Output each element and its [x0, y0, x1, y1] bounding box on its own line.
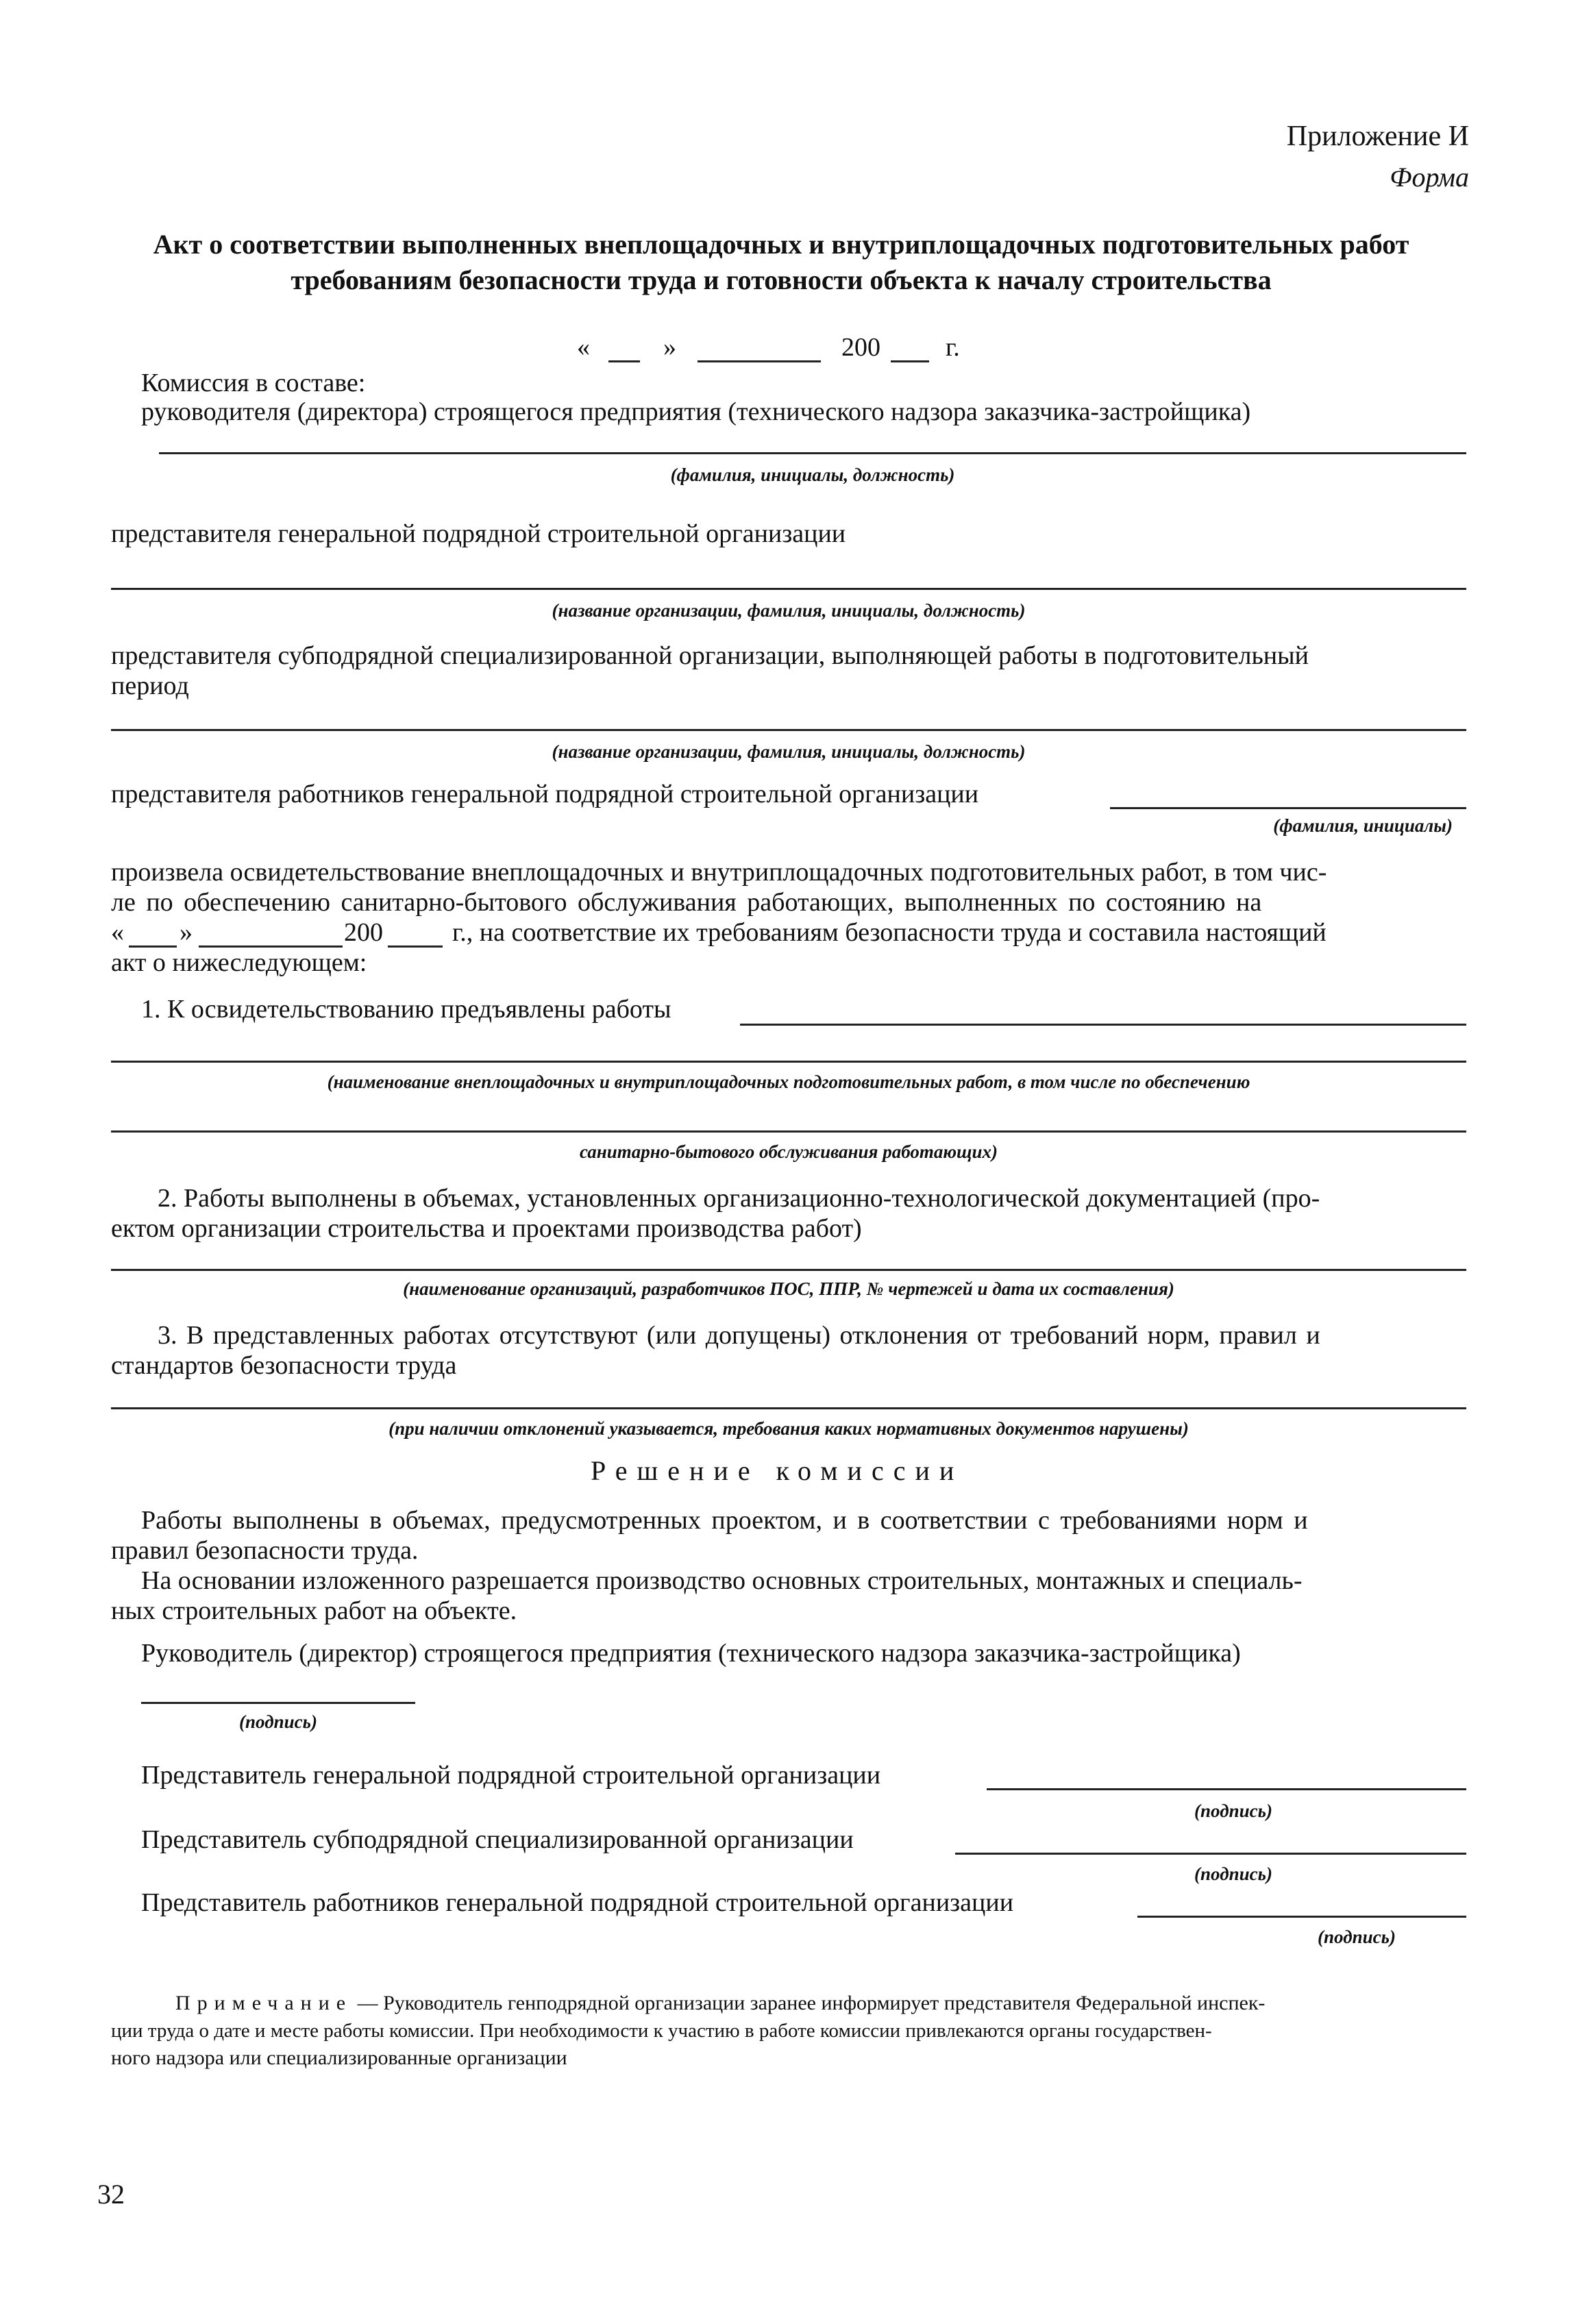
commission-general-caption: (название организации, фамилия, инициалы, должность)	[552, 600, 1026, 621]
date-day-blank[interactable]	[608, 360, 640, 362]
commission-workers-text: представителя работников генеральной подрядной строительной организации	[111, 780, 979, 808]
commission-head-caption: (фамилия, инициалы, должность)	[670, 465, 955, 485]
commission-sub-field[interactable]	[111, 729, 1466, 731]
item3-line1: 3. В представленных работах отсутствуют (или допущены) отклонения от требований норм, правил и	[158, 1321, 1320, 1350]
signature-sub-caption: (подпись)	[1194, 1864, 1272, 1884]
inspection-line3-quote-close: »	[180, 918, 193, 947]
page-number: 32	[97, 2179, 125, 2210]
commission-general-field[interactable]	[111, 588, 1466, 590]
item3-line2: стандартов безопасности труда	[111, 1351, 457, 1380]
signature-general-caption: (подпись)	[1194, 1801, 1272, 1821]
commission-workers-field[interactable]	[1110, 807, 1466, 809]
appendix-label: Приложение И	[1286, 121, 1469, 152]
signature-head-label: Руководитель (директор) строящегося предприятия (технического надзора заказчика-застройщика)	[141, 1639, 1241, 1668]
inspection-line3-quote-open: «	[111, 918, 124, 947]
item3-caption: (при наличии отклонений указывается, требования каких нормативных документов нарушены)	[388, 1418, 1189, 1439]
decision-p1-line2: правил безопасности труда.	[111, 1536, 419, 1565]
item1-field-a[interactable]	[740, 1024, 1466, 1026]
inspection-year-blank[interactable]	[388, 945, 443, 948]
inspection-line4: акт о нижеследующем:	[111, 948, 367, 977]
date-year: 200	[841, 333, 880, 362]
signature-general-field[interactable]	[987, 1788, 1466, 1790]
item1-field-b[interactable]	[111, 1061, 1466, 1063]
date-close-quote: »	[663, 333, 676, 362]
signature-workers-label: Представитель работников генеральной подрядной строительной организации	[141, 1888, 1014, 1917]
commission-sub-text-1: представителя субподрядной специализированной организации, выполняющей работы в подготовительный	[111, 641, 1309, 670]
inspection-line3-rest: г., на соответствие их требованиям безопасности труда и составила настоящий	[452, 918, 1327, 947]
inspection-line1: произвела освидетельствование внеплощадочных и внутриплощадочных подготовительных работ, в том чис-	[111, 858, 1327, 887]
form-label: Форма	[1390, 162, 1469, 193]
note-line2: ции труда о дате и месте работы комиссии. При необходимости к участию в работе комиссии привлекаются органы государствен-	[111, 2020, 1212, 2042]
decision-p2-line2: ных строительных работ на объекте.	[111, 1596, 517, 1625]
note-line1	[175, 1990, 1265, 2017]
signature-workers-caption: (подпись)	[1318, 1927, 1396, 1947]
item2-caption: (наименование организаций, разработчиков ПОС, ППР, № чертежей и дата их составления)	[403, 1278, 1174, 1299]
signature-sub-field[interactable]	[955, 1853, 1466, 1855]
item1-caption1: (наименование внеплощадочных и внутриплощадочных подготовительных работ, в том числе по обеспечению	[327, 1072, 1250, 1092]
commission-head-field[interactable]	[159, 452, 1466, 454]
item3-field[interactable]	[111, 1407, 1466, 1409]
item2-field[interactable]	[111, 1269, 1466, 1271]
document-title-line2: требованиям безопасности труда и готовности объекта к началу строительства	[291, 264, 1272, 295]
decision-p1-line1: Работы выполнены в объемах, предусмотренных проектом, и в соответствии с требованиями норм и	[141, 1506, 1308, 1535]
item2-line2: ектом организации строительства и проектами производства работ)	[111, 1214, 862, 1243]
commission-workers-caption: (фамилия, инициалы)	[1273, 815, 1453, 836]
item1-text: 1. К освидетельствованию предъявлены работы	[141, 995, 671, 1024]
date-open-quote: «	[577, 333, 590, 362]
item2-line1: 2. Работы выполнены в объемах, установленных организационно-технологической документацией (про-	[158, 1184, 1320, 1213]
document-title-line1: Акт о соответствии выполненных внеплощадочных и внутриплощадочных подготовительных работ	[153, 229, 1409, 260]
note-line3: ного надзора или специализированные организации	[111, 2047, 567, 2069]
signature-head-caption: (подпись)	[239, 1711, 317, 1732]
signature-sub-label: Представитель субподрядной специализированной организации	[141, 1825, 854, 1854]
date-month-blank[interactable]	[698, 360, 821, 362]
item1-caption2: санитарно-бытового обслуживания работающих)	[579, 1141, 998, 1162]
inspection-line3-year: 200	[344, 918, 383, 947]
signature-general-label: Представитель генеральной подрядной строительной организации	[141, 1761, 881, 1790]
note-line1-text: — Руководитель генподрядной организации заранее информирует представителя Федеральной инспек-	[352, 1992, 1266, 2014]
signature-workers-field[interactable]	[1137, 1916, 1466, 1918]
commission-sub-caption: (название организации, фамилия, инициалы, должность)	[552, 741, 1026, 762]
date-year-suffix: г.	[946, 333, 960, 362]
commission-label: Комиссия в составе:	[141, 369, 366, 397]
note-prefix: Примечание	[175, 1992, 353, 2014]
commission-general-text: представителя генеральной подрядной строительной организации	[111, 519, 846, 548]
date-year-blank[interactable]	[891, 360, 929, 362]
decision-p2-line1: На основании изложенного разрешается производство основных строительных, монтажных и специаль-	[141, 1566, 1303, 1595]
signature-head-field[interactable]	[141, 1702, 415, 1704]
commission-head-text: руководителя (директора) строящегося предприятия (технического надзора заказчика-застройщика)	[141, 397, 1251, 426]
item1-field-c[interactable]	[111, 1130, 1466, 1133]
inspection-line2: ле по обеспечению санитарно-бытового обслуживания работающих, выполненных по состоянию на	[111, 888, 1262, 917]
decision-heading: Решение комиссии	[591, 1455, 964, 1486]
commission-sub-text-2: период	[111, 671, 189, 700]
